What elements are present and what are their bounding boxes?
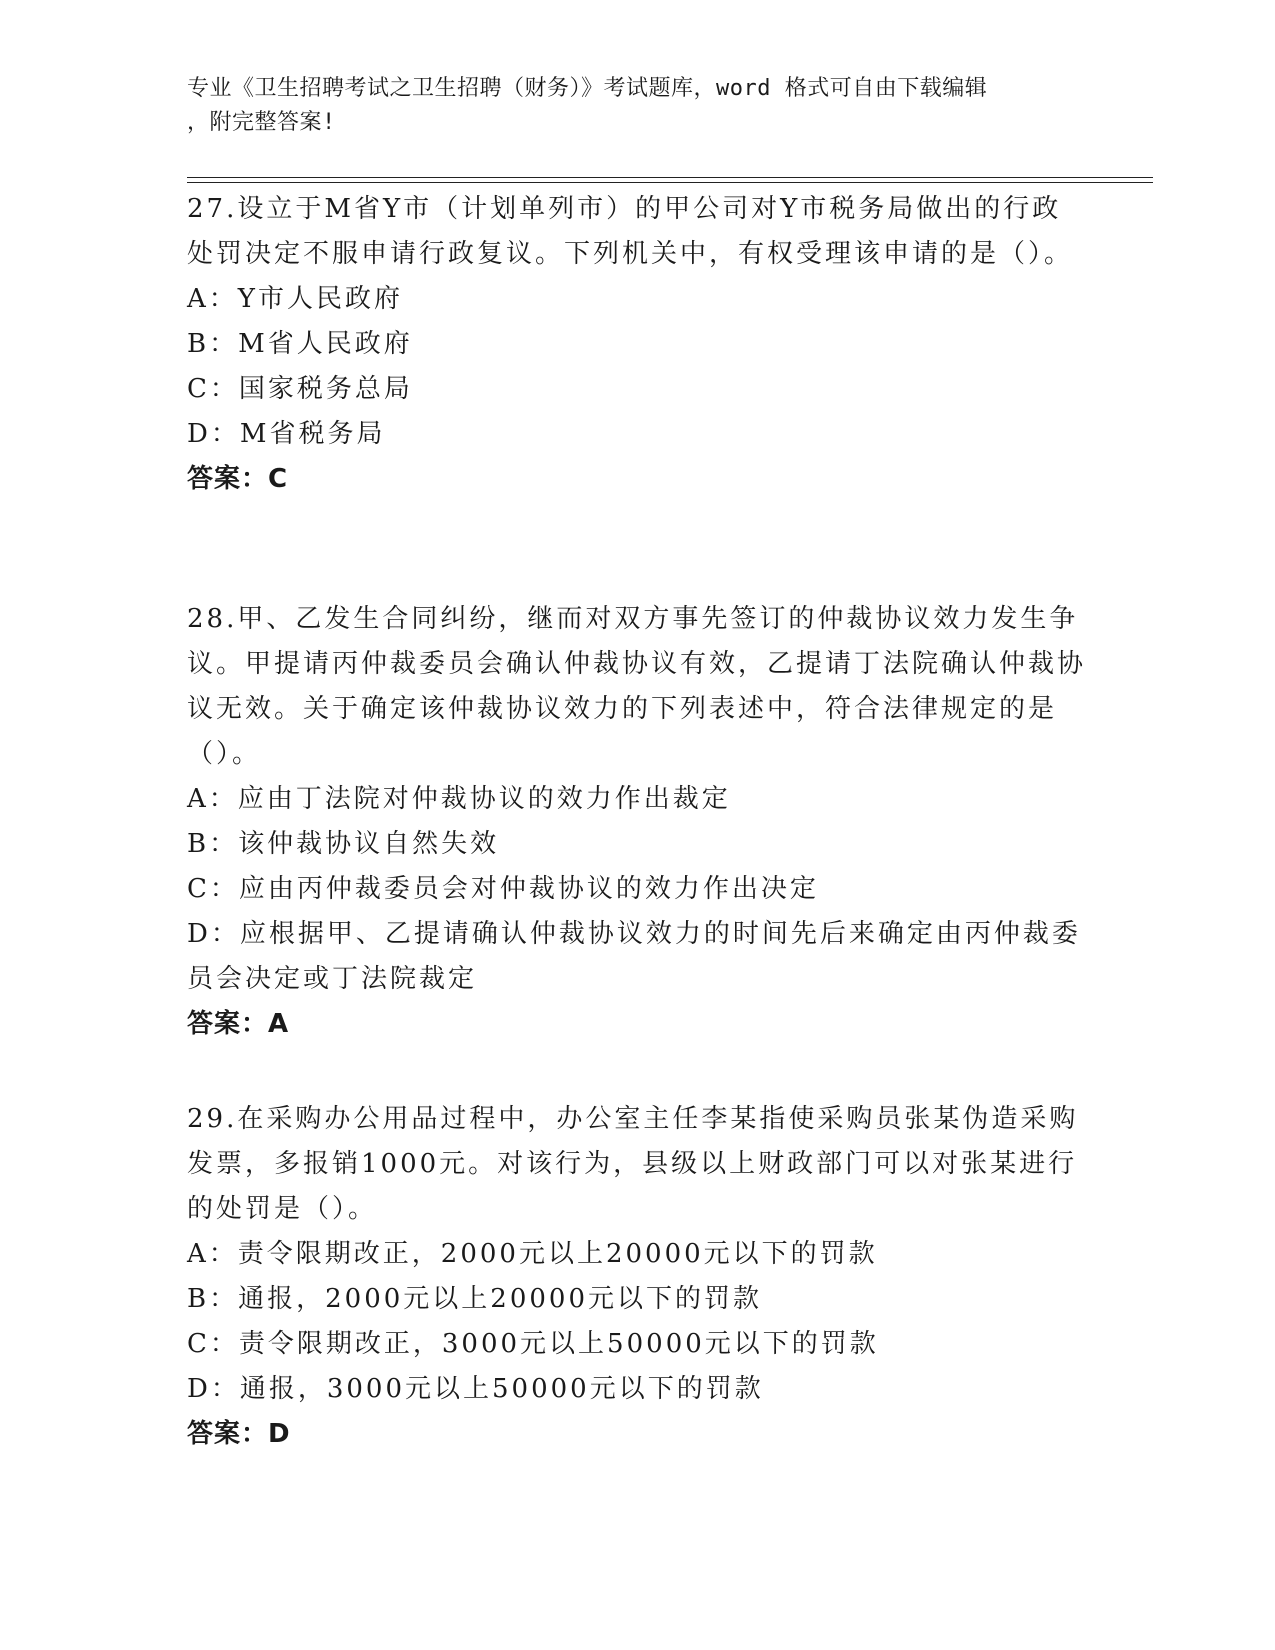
option-a: A：应由丁法院对仲裁协议的效力作出裁定 bbox=[187, 784, 731, 814]
question-27 bbox=[187, 187, 1087, 502]
option-d: D：应根据甲、乙提请确认仲裁协议效力的时间先后来确定由丙仲裁委员会决定或丁法院裁定 bbox=[187, 919, 1081, 994]
document-header bbox=[187, 72, 1067, 140]
header-divider-top bbox=[187, 177, 1153, 178]
header-divider-bottom bbox=[187, 182, 1153, 183]
question-29 bbox=[187, 1097, 1087, 1457]
option-d: D：通报，3000元以上50000元以下的罚款 bbox=[187, 1374, 764, 1404]
option-a: A：责令限期改正，2000元以上20000元以下的罚款 bbox=[187, 1239, 878, 1269]
answer-label: 答案：C bbox=[187, 464, 289, 494]
answer-label: 答案：D bbox=[187, 1419, 291, 1449]
option-b: B：M省人民政府 bbox=[187, 329, 413, 359]
option-b: B：该仲裁协议自然失效 bbox=[187, 829, 500, 859]
option-c: C：责令限期改正，3000元以上50000元以下的罚款 bbox=[187, 1329, 879, 1359]
header-title-line-2: ，附完整答案! bbox=[187, 110, 336, 135]
question-text: 28.甲、乙发生合同纠纷，继而对双方事先签订的仲裁协议效力发生争议。甲提请丙仲裁委员会确认仲裁协议有效，乙提请丁法院确认仲裁协议无效。关于确定该仲裁协议效力的下列表述中，符合法律规定的是（）。 bbox=[187, 604, 1087, 769]
option-b: B：通报，2000元以上20000元以下的罚款 bbox=[187, 1284, 762, 1314]
question-text: 27.设立于M省Y市（计划单列市）的甲公司对Y市税务局做出的行政处罚决定不服申请行政复议。下列机关中，有权受理该申请的是（）。 bbox=[187, 194, 1074, 269]
option-c: C：国家税务总局 bbox=[187, 374, 413, 404]
option-d: D：M省税务局 bbox=[187, 419, 386, 449]
question-text: 29.在采购办公用品过程中，办公室主任李某指使采购员张某伪造采购发票，多报销1000元。对该行为，县级以上财政部门可以对张某进行的处罚是（）。 bbox=[187, 1104, 1079, 1224]
header-title-line-1: 专业《卫生招聘考试之卫生招聘（财务）》考试题库，word 格式可自由下载编辑 bbox=[187, 76, 988, 101]
option-a: A：Y市人民政府 bbox=[187, 284, 403, 314]
question-28 bbox=[187, 597, 1087, 1047]
answer-label: 答案：A bbox=[187, 1009, 290, 1039]
option-c: C：应由丙仲裁委员会对仲裁协议的效力作出决定 bbox=[187, 874, 819, 904]
